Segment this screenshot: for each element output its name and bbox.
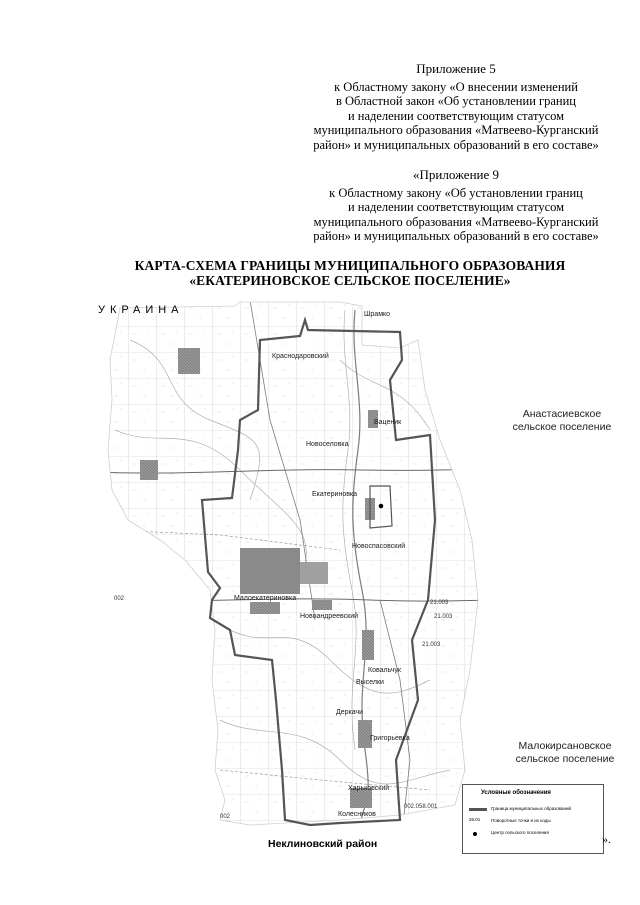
boundary-point-code: 002 <box>220 814 231 820</box>
boundary-point-code: 21.003 <box>434 614 453 620</box>
settlement-label: Новоандреевский <box>300 613 359 620</box>
boundary-point-code: 21.003 <box>422 642 441 648</box>
settlement-label: Ковальчук <box>368 667 401 674</box>
country-label: УКРАИНА <box>98 304 184 316</box>
appendix-9-line: и наделении соответствующим статусом <box>347 200 565 214</box>
legend-item-label: Поворотные точки и их коды <box>491 818 551 823</box>
neighbor-label-line: сельское поселение <box>512 421 612 433</box>
settlement-label: Шрамко <box>364 311 391 318</box>
boundary-point-code: 002 <box>114 596 125 602</box>
center-dot-icon <box>469 832 487 835</box>
settlement-label: Выселки <box>356 679 384 686</box>
boundary-line-icon <box>469 808 487 811</box>
neighbor-label-line: Анастасиевское <box>522 408 602 420</box>
map-title-line-1: КАРТА-СХЕМА ГРАНИЦЫ МУНИЦИПАЛЬНОГО ОБРАЗОВАНИЯ <box>134 258 566 273</box>
neighbor-label-east <box>497 408 627 434</box>
appendix-5-line: в Областной закон «Об установлении границ <box>335 94 576 108</box>
settlement-label: Колесников <box>338 811 376 818</box>
settlement-label: Новоселовка <box>306 441 349 448</box>
appendix-9-line: муниципального образования «Матвеево-Курганский <box>313 214 599 229</box>
appendix-5-heading: Приложение 5 <box>416 61 496 76</box>
neighbor-label-line: сельское поселение <box>515 753 615 765</box>
appendix-5-line: муниципального образования «Матвеево-Курганский <box>313 123 599 137</box>
boundary-point-code: 21.003 <box>430 600 449 606</box>
appendix-5-line: к Областному закону «О внесении изменений <box>334 79 578 94</box>
point-code-icon: 26.01 <box>469 817 481 822</box>
settlement-label: Ваценик <box>374 419 402 426</box>
settlement-label: Харьковский <box>348 785 390 792</box>
appendix-5-line: район» и муниципальных образований в его составе» <box>313 137 599 152</box>
south-district-label: Неклиновский район <box>268 838 378 850</box>
boundary-point-code: 002.058.001 <box>404 804 438 810</box>
legend-item <box>469 829 599 839</box>
settlement-label: Краснодаровский <box>272 353 329 360</box>
settlement-label: Деркачи <box>336 709 364 716</box>
map-title-line-2: «ЕКАТЕРИНОВСКОЕ СЕЛЬСКОЕ ПОСЕЛЕНИЕ» <box>189 273 511 288</box>
legend-item <box>469 817 599 827</box>
appendix-9-line: район» и муниципальных образований в его составе» <box>313 229 599 243</box>
appendix-5-line: и наделении соответствующим статусом <box>347 108 565 123</box>
settlement-label: Григорьевка <box>370 735 410 742</box>
topographic-base <box>100 300 530 852</box>
settlement-center-marker <box>379 504 384 509</box>
appendix-9-block <box>300 168 612 244</box>
appendix-9-heading: «Приложение 9 <box>412 167 500 182</box>
legend-item-label: Центр сельского поселения <box>491 830 549 835</box>
settlement-label: Екатериновка <box>312 491 358 498</box>
neighbor-label-southeast <box>500 740 630 766</box>
appendix-5-block <box>300 62 612 152</box>
settlement-label: Малоекатериновка <box>234 595 297 602</box>
neighbor-label-line: Малокирсановское <box>518 740 612 752</box>
map-legend <box>462 784 604 854</box>
legend-title: Условные обозначения <box>481 790 551 796</box>
legend-item-label: Граница муниципальных образований <box>491 806 572 811</box>
appendix-9-line: к Областному закону «Об установлении границ <box>329 185 583 200</box>
settlement-map <box>100 300 530 852</box>
closing-quote-mark: ». <box>602 832 611 846</box>
settlement-label: Новоспасовский <box>352 543 406 550</box>
legend-item <box>469 805 599 815</box>
